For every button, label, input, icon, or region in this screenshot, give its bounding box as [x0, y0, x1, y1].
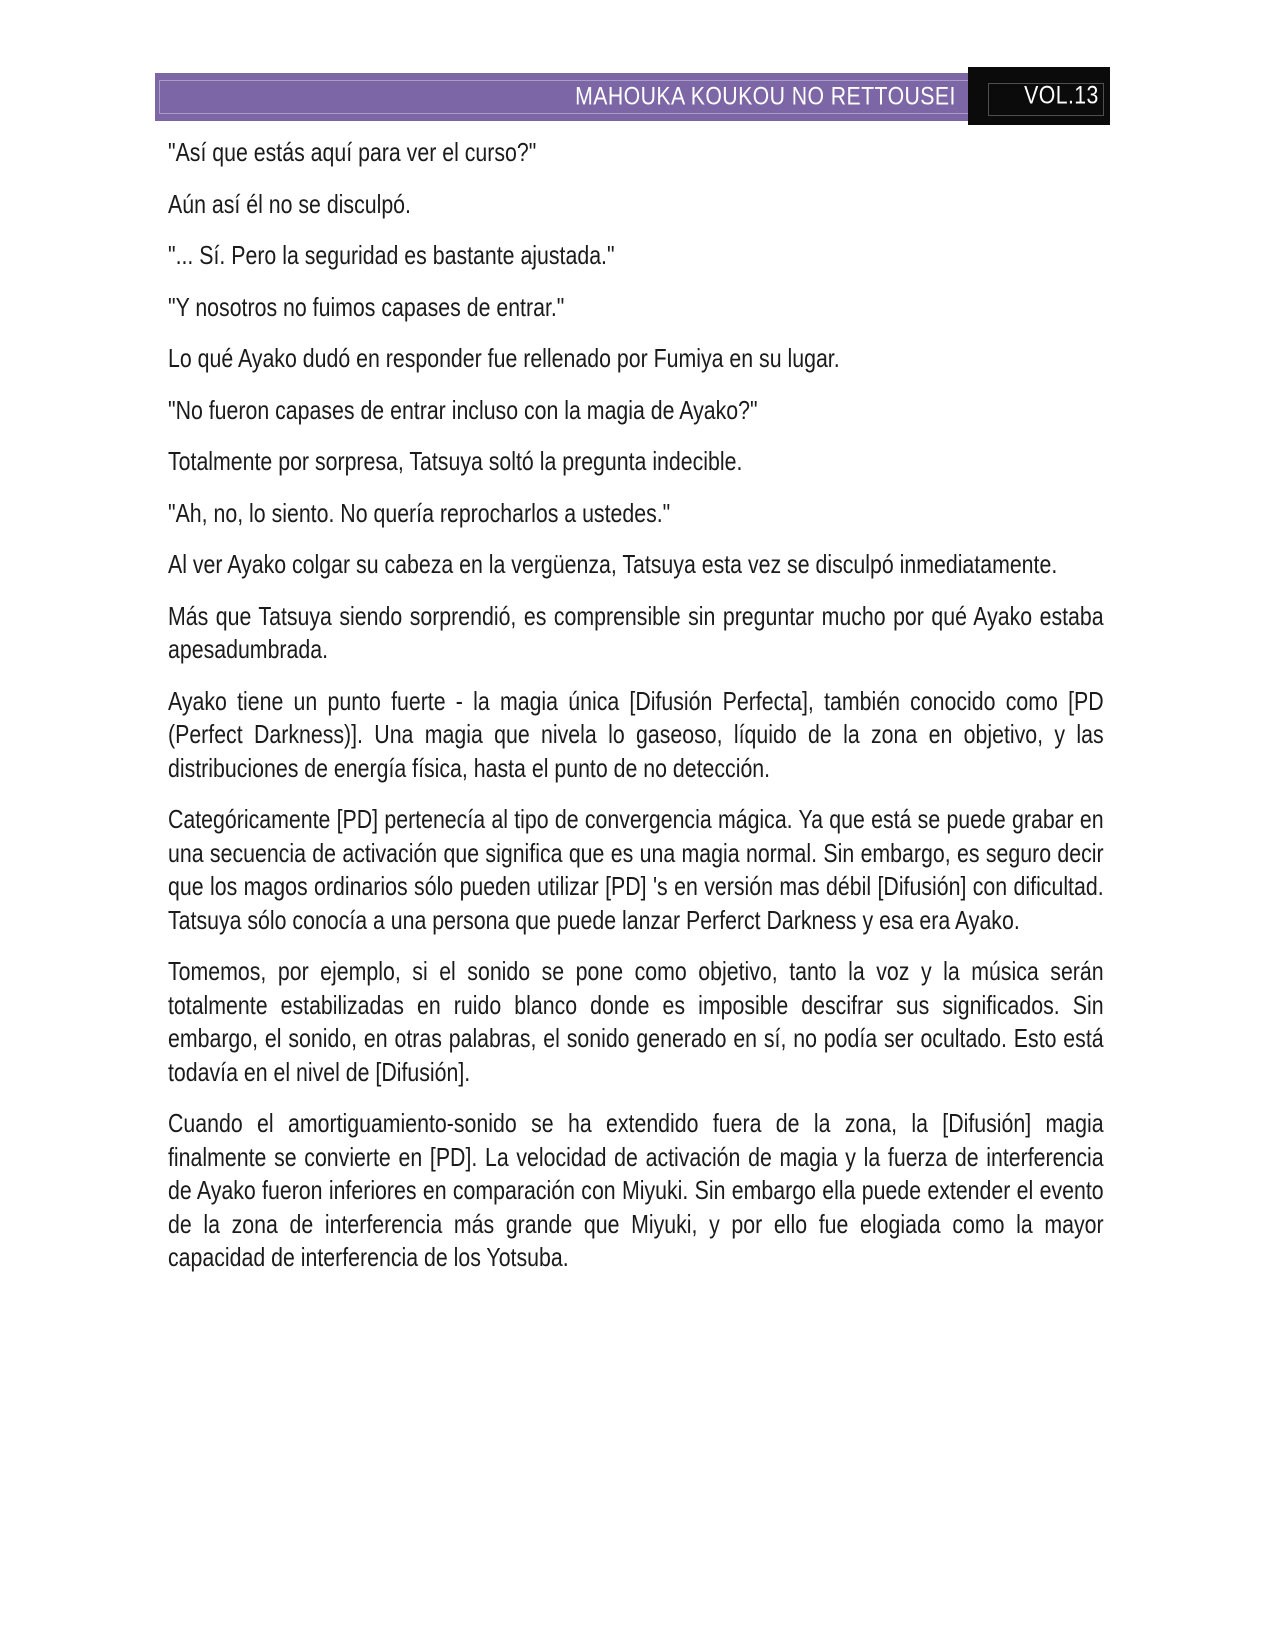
paragraph-14: Cuando el amortiguamiento-sonido se ha extendido fuera de la zona, la [Difusión] magia finalmente se convierte en [PD]. La velocidad de activación de magia y la fuerza de interferencia de Ayako fueron inferiores en comparación con Miyuki. Sin embargo ella puede extender el evento de la zona de interferencia más grande que Miyuki, y por ello fue elogiada como la mayor capacidad de interferencia de los Yotsuba. [168, 1108, 1104, 1272]
paragraph-1: "Así que estás aquí para ver el curso?" [168, 137, 537, 167]
paragraph-2: Aún así él no se disculpó. [168, 188, 411, 219]
paragraph-7: Totalmente por sorpresa, Tatsuya soltó la pregunta indecible. [168, 446, 743, 476]
paragraph-6: "No fueron capases de entrar incluso con la magia de Ayako?" [168, 394, 758, 425]
paragraph-13: Tomemos, por ejemplo, si el sonido se pone como objetivo, tanto la voz y la música serán totalmente estabilizadas en ruido blanco donde es imposible descifrar sus significados. Sin embargo, el sonido, en otras palabras, el sonido generado en sí, no podía ser ocultado. Esto está todavía en el nivel de [Difusión]. [168, 956, 1104, 1087]
page-header [155, 67, 1110, 125]
paragraph-12: Categóricamente [PD] pertenecía al tipo de convergencia mágica. Ya que está se puede grabar en una secuencia de activación que significa que es una magia normal. Sin embargo, es seguro decir que los magos ordinarios sólo pueden utilizar [PD] 's en versión mas débil [Difusión] con dificultad. Tatsuya sólo conocía a una persona que puede lanzar Perferct Darkness y esa era Ayako. [168, 804, 1104, 935]
volume-label: VOL.13 [1024, 81, 1099, 110]
book-title: MAHOUKA KOUKOU NO RETTOUSEI [575, 82, 956, 111]
header-volume-box [968, 67, 1110, 125]
body-text [168, 136, 1104, 1293]
paragraph-3: "... Sí. Pero la seguridad es bastante ajustada." [168, 240, 615, 270]
paragraph-9: Al ver Ayako colgar su cabeza en la vergüenza, Tatsuya esta vez se disculpó inmediatamente. [168, 549, 1058, 579]
paragraph-4: "Y nosotros no fuimos capases de entrar." [168, 291, 565, 322]
header-title-bar [155, 73, 968, 121]
paragraph-5: Lo qué Ayako dudó en responder fue rellenado por Fumiya en su lugar. [168, 343, 840, 373]
paragraph-10: Más que Tatsuya siendo sorprendió, es comprensible sin preguntar mucho por qué Ayako estaba apesadumbrada. [168, 600, 1104, 664]
paragraph-11: Ayako tiene un punto fuerte - la magia única [Difusión Perfecta], también conocido como [PD (Perfect Darkness)]. Una magia que nivela lo gaseoso, líquido de la zona en objetivo, y las distribuciones de energía física, hasta el punto de no detección. [168, 685, 1104, 783]
paragraph-8: "Ah, no, lo siento. No quería reprocharlos a ustedes." [168, 497, 671, 528]
